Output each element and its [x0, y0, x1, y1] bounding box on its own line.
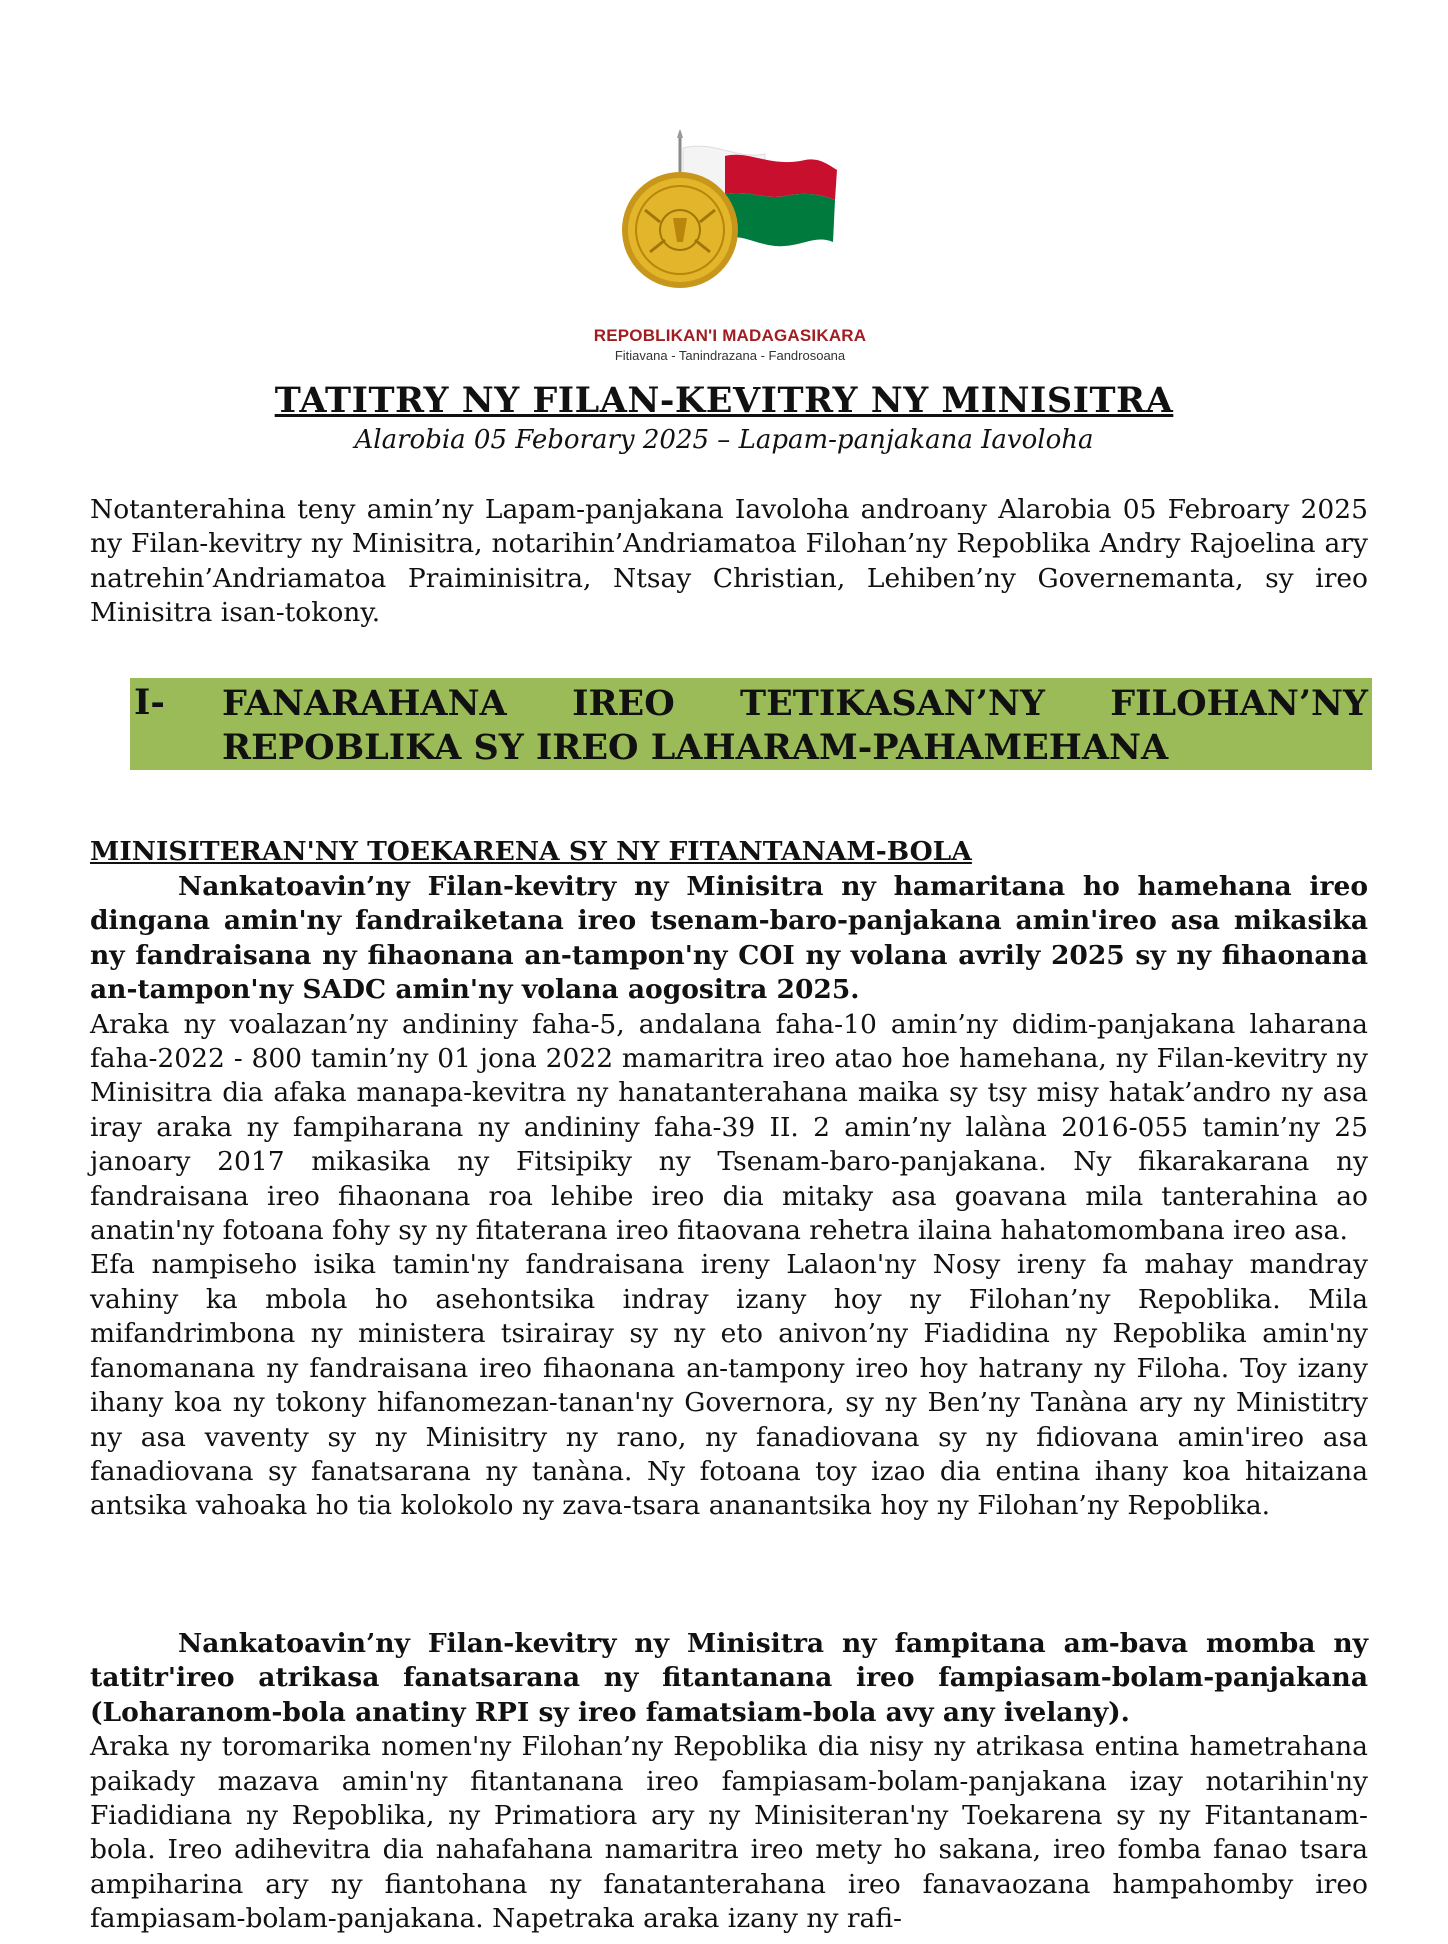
republic-logo [565, 130, 895, 370]
document-subtitle: Alarobia 05 Feborary 2025 – Lapam-panjakana Iavoloha [354, 425, 1094, 455]
flag-and-seal-icon [565, 130, 895, 326]
logo-title: REPOBLIKAN'I MADAGASIKARA [593, 326, 867, 345]
intro-paragraph: Notanterahina teny amin’ny Lapam-panjakana Iavoloha androany Alarobia 05 Febroary 2025 ny Filan-kevitry ny Minisitra, notarihin’Andriamatoa Filohan’ny Repoblika Andry Rajoelina ary natrehin’Andriamatoa Praiminisitra, Ntsay Christian, Lehiben’ny Governemanta, sy ireo Minisitra isan-tokony. [90, 494, 1368, 629]
document-title: TATITRY NY FILAN-KEVITRY NY MINISITRA [274, 380, 1174, 421]
decision-2-summary: Nankatoavin’ny Filan-kevitry ny Minisitra ny fampitana am-bava momba ny tatitr'ireo atrikasa fanatsarana ny fitantanana ireo fampiasam-bolam-panjakana (Loharanom-bola anatiny RPI sy ireo famatsiam-bola avy any ivelany). [90, 1628, 1368, 1728]
ministry-heading: MINISITERAN'NY TOEKARENA SY NY FITANTANAM-BOLA [90, 836, 972, 867]
decision-2 [90, 1627, 1368, 1937]
section-banner [130, 678, 1372, 770]
section-title-line2: REPOBLIKA SY IREO LAHARAM-PAHAMEHANA [222, 727, 1169, 768]
decision-1 [90, 870, 1368, 1524]
section-title [222, 682, 1368, 770]
decision-1-paragraph-2: Efa nampiseho isika tamin'ny fandraisana ireny Lalaon'ny Nosy ireny fa mahay mandray vahiny ka mbola ho asehontsika indray izany hoy ny Filohan’ny Repoblika. Mila mifandrimbona ny ministera tsirairay sy ny eto anivon’ny Fiadidina ny Repoblika amin'ny fanomanana ny fandraisana ireo fihaonana an-tampony ireo hoy hatrany ny Filoha. Toy izany ihany koa ny tokony hifanomezan-tanan'ny Governora, sy ny Ben’ny Tanàna ary ny Ministitry ny asa vaventy sy ny Minisitry ny rano, ny fanadiovana sy ny fidiovana amin'ireo asa fanadiovana sy fanatsarana ny tanàna. Ny fotoana toy izao dia entina ihany koa hitaizana antsika vahoaka ho tia kolokolo ny zava-tsara ananantsika hoy ny Filohan’ny Repoblika. [90, 1249, 1368, 1522]
logo-motto: Fitiavana - Tanindrazana - Fandrosoana [614, 348, 846, 363]
decision-2-paragraph-1: Araka ny toromarika nomen'ny Filohan’ny Repoblika dia nisy ny atrikasa entina hametrahana paikady mazava amin'ny fitantanana ireo fampiasam-bolam-panjakana izay notarihin'ny Fiadidiana ny Repoblika, ny Primatiora ary ny Minisiteran'ny Toekarena sy ny Fitantanam-bola. Ireo adihevitra dia nahafahana namaritra ireo mety ho sakana, ireo fomba fanao tsara ampiharina ary ny fiantohana ny fanatanterahana ireo fanavaozana hampahomby ireo fampiasam-bolam-panjakana. Napetraka araka izany ny rafi- [90, 1731, 1368, 1935]
section-title-line1: FANARAHANA IREO TETIKASAN’NY FILOHAN’NY [222, 683, 1368, 724]
decision-1-paragraph-1: Araka ny voalazan’ny andininy faha-5, andalana faha-10 amin’ny didim-panjakana laharana faha-2022 - 800 tamin’ny 01 jona 2022 mamaritra ireo atao hoe hamehana, ny Filan-kevitry ny Minisitra dia afaka manapa-kevitra ny hanatanterahana maika sy tsy misy hatak’andro ny asa iray araka ny fampiharana ny andininy faha-39 II. 2 amin’ny lalàna 2016-055 tamin’ny 25 janoary 2017 mikasika ny Fitsipiky ny Tsenam-baro-panjakana. Ny fikarakarana ny fandraisana ireo fihaonana roa lehibe ireo dia mitaky asa goavana mila tanterahina ao anatin'ny fotoana fohy sy ny fitaterana ireo fitaovana rehetra ilaina hahatomombana ireo asa. [90, 1008, 1368, 1247]
decision-1-summary: Nankatoavin’ny Filan-kevitry ny Minisitra ny hamaritana ho hamehana ireo dingana amin'ny fandraiketana ireo tsenam-baro-panjakana amin'ireo asa mikasika ny fandraisana ny fihaonana an-tampon'ny COI ny volana avrily 2025 sy ny fihaonana an-tampon'ny SADC amin'ny volana aogositra 2025. [90, 871, 1368, 1006]
section-number: I- [134, 682, 165, 723]
